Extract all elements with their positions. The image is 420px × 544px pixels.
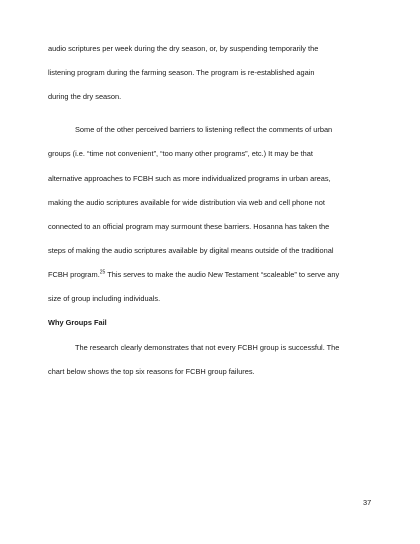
paragraph-2-line-6: steps of making the audio scriptures available by digital means outside of the traditional <box>48 246 334 255</box>
paragraph-2-line-1: Some of the other perceived barriers to listening reflect the comments of urban <box>75 125 333 134</box>
paragraph-2-line-8: size of group including individuals. <box>48 294 161 303</box>
footnote-reference[interactable]: 25 <box>99 269 106 276</box>
paragraph-2-line-4: making the audio scriptures available for wide distribution via web and cell phone not <box>48 198 325 207</box>
paragraph-3-line-1: The research clearly demonstrates that not every FCBH group is successful. The <box>75 343 340 352</box>
paragraph-2-line-7-start: FCBH program. <box>48 270 100 279</box>
paragraph-2-line-7 <box>48 270 339 280</box>
page-number: 37 <box>363 498 372 507</box>
paragraph-1-line-3: during the dry season. <box>48 92 122 101</box>
paragraph-3-line-2: chart below shows the top six reasons for FCBH group failures. <box>48 367 255 376</box>
section-heading: Why Groups Fail <box>48 318 107 327</box>
paragraph-2-line-5: connected to an official program may surmount these barriers. Hosanna has taken the <box>48 222 330 231</box>
paragraph-2-line-3: alternative approaches to FCBH such as more individualized programs in urban areas, <box>48 174 331 183</box>
paragraph-2-line-7-end: This serves to make the audio New Testament “scaleable” to serve any <box>105 270 340 279</box>
paragraph-2-line-2: groups (i.e. “time not convenient”, “too many other programs”, etc.) It may be that <box>48 149 313 158</box>
paragraph-1-line-2: listening program during the farming season. The program is re-established again <box>48 68 315 77</box>
paragraph-1-line-1: audio scriptures per week during the dry season, or, by suspending temporarily the <box>48 44 319 53</box>
